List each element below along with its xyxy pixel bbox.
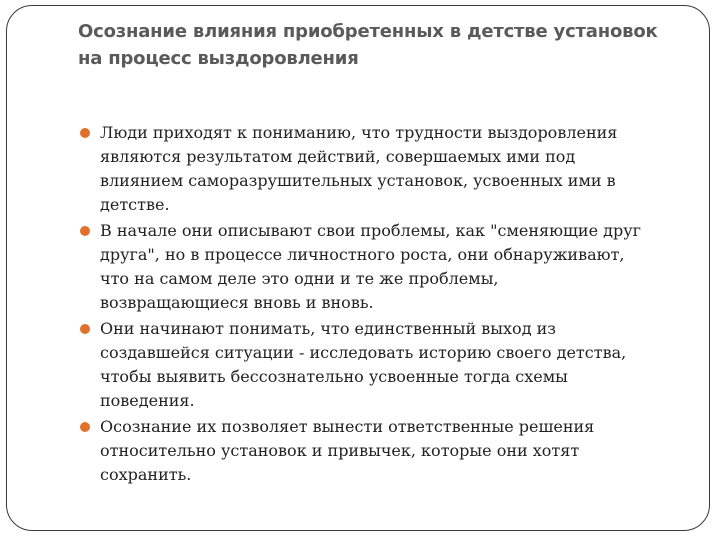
bullet-item-3 [78,317,698,413]
bullet-dot-icon [80,422,90,432]
bullet-item-4 [78,415,698,487]
bullet-line: Они начинают понимать, что единственный выход из [100,319,557,338]
bullet-line: Осознание их позволяет вынести ответственные решения [100,417,595,436]
bullet-list [78,121,698,489]
bullet-line: Люди приходят к пониманию, что трудности выздоровления [100,123,618,142]
bullet-item-2 [78,219,698,315]
bullet-line: чтобы выявить бессознательно усвоенные тогда схемы [100,367,568,386]
bullet-text [100,415,698,487]
bullet-line: влиянием саморазрушительных установок, усвоенных ими в [100,171,616,190]
bullet-dot-icon [80,128,90,138]
bullet-line: друга", но в процессе личностного роста, они обнаруживают, [100,245,625,264]
slide-title-line-1: Осознание влияния приобретенных в детстве установок [78,21,658,42]
bullet-dot-icon [80,324,90,334]
slide-title-line-2: на процесс выздоровления [78,48,359,69]
bullet-line: сохранить. [100,465,192,484]
bullet-line: относительно установок и привычек, которые они хотят [100,441,580,460]
bullet-line: что на самом деле это одни и те же проблемы, [100,269,499,288]
slide-title [78,18,688,72]
bullet-text [100,219,698,315]
bullet-dot-icon [80,226,90,236]
bullet-line: создавшейся ситуации - исследовать историю своего детства, [100,343,627,362]
bullet-line: возвращающиеся вновь и вновь. [100,293,374,312]
bullet-line: поведения. [100,391,195,410]
bullet-line: В начале они описывают свои проблемы, как "сменяющие друг [100,221,642,240]
bullet-item-1 [78,121,698,217]
bullet-text [100,121,698,217]
bullet-line: детстве. [100,195,170,214]
bullet-text [100,317,698,413]
bullet-line: являются результатом действий, совершаемых ими под [100,147,576,166]
